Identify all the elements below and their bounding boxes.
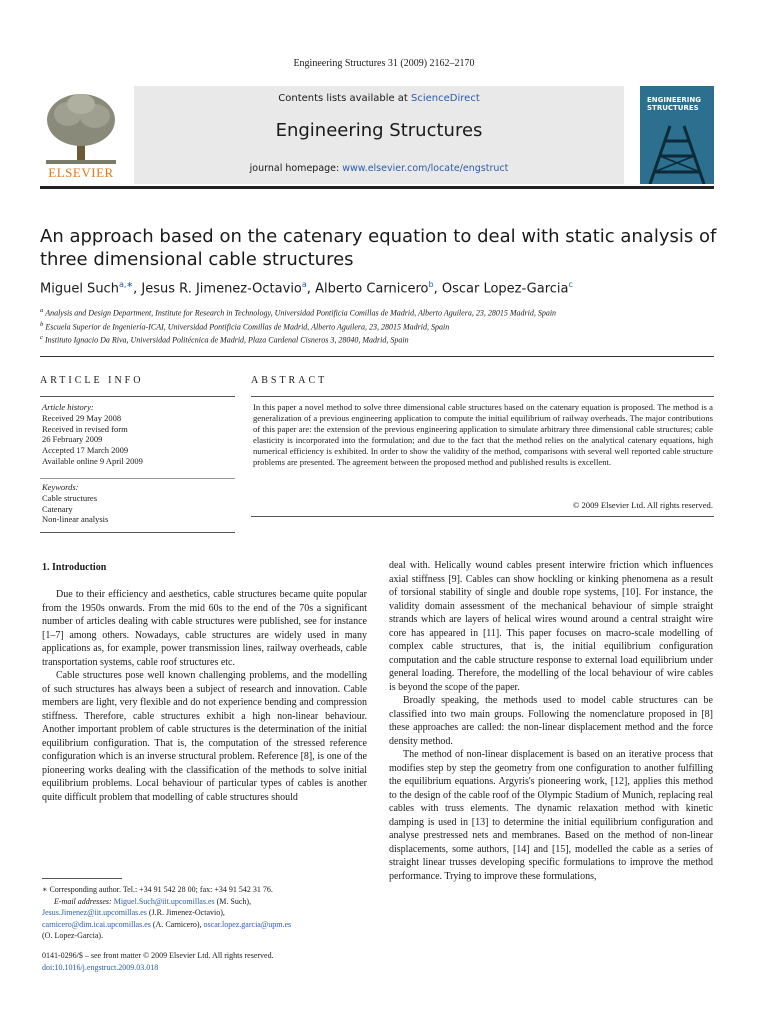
email-link[interactable]: carnicero@dim.icai.upcomillas.es [42, 919, 151, 929]
journal-citation: Engineering Structures 31 (2009) 2162–2170 [293, 58, 475, 69]
paper-title: An approach based on the catenary equation to deal with static analysis of three dimensional cable structures [40, 226, 717, 270]
abstract-bottom-rule [251, 516, 714, 517]
keyword: Non-linear analysis [42, 514, 109, 525]
article-info-rule [40, 396, 235, 397]
footnote-rule [42, 878, 122, 879]
homepage-line [134, 163, 624, 174]
author-affiliation-mark[interactable]: a,∗ [118, 280, 134, 289]
cover-title-line-1: ENGINEERING [647, 96, 702, 104]
author-name: Jesus R. Jimenez-Octavio [141, 281, 302, 297]
publisher-wordmark: ELSEVIER [48, 165, 114, 180]
body-column-right [389, 559, 713, 883]
keyword: Catenary [42, 503, 73, 514]
history-line: Accepted 17 March 2009 [42, 445, 129, 456]
email-note: (A. Carnicero), [150, 919, 204, 929]
footnote-contact: ∗ Corresponding author. Tel.: +34 91 542 28 00; fax: +34 91 542 31 76. [42, 885, 273, 894]
journal-cover-image [640, 86, 714, 184]
body-paragraph: Broadly speaking, the methods used to model cable structures can be classified into two main groups. Following the nomenclature proposed in [8] these approaches are called: the non-linear displacement method and the force density method. [389, 695, 713, 747]
author-list: Miguel Such$^{a,∗}$, Jesus R. Jimenez-Octavio$^a$, Alberto Carnicero$^b$, Oscar Lopez-Garcia$^c$ [40, 280, 573, 297]
keyword: Cable structures [42, 492, 97, 503]
author-name: Oscar Lopez-Garcia [441, 281, 569, 297]
affiliation-text: Escuela Superior de Ingeniería-ICAI, Universidad Pontificia Comillas de Madrid, Alberto Aguilera, 23, 28015 Madrid, Spain [45, 322, 450, 332]
author-name: Miguel Such [40, 281, 119, 297]
abstract-copyright: © 2009 Elsevier Ltd. All rights reserved. [572, 500, 713, 510]
keywords-label: Keywords: [42, 482, 79, 492]
header-rule [40, 186, 714, 189]
affiliation-mark: a [40, 307, 44, 314]
cover-title-line-2: STRUCTURES [647, 104, 699, 112]
email-note: (O. Lopez-Garcia). [42, 931, 104, 940]
section-heading-introduction: 1. Introduction [42, 562, 107, 573]
sciencedirect-link[interactable]: ScienceDirect [411, 93, 480, 104]
email-note: (M. Such), [214, 896, 252, 906]
email-label: E-mail addresses: [54, 896, 114, 906]
body-column-left [42, 588, 367, 804]
title-rule [40, 356, 714, 357]
affiliation [40, 307, 556, 318]
affiliation [40, 334, 409, 345]
affiliation-text: Instituto Ignacio Da Riva, Universidad Politécnica de Madrid, Plaza Cardenal Cisneros 3, 28040, Madrid, Spain [44, 335, 409, 345]
cover-structure-icon [640, 86, 714, 184]
article-info-heading: ARTICLE INFO [40, 375, 144, 386]
keywords [42, 482, 108, 525]
contents-line [134, 93, 624, 104]
email-link[interactable]: Miguel.Such@iit.upcomillas.es [113, 896, 215, 906]
contents-prefix: Contents lists available at [278, 93, 412, 104]
affiliation [40, 321, 449, 332]
article-history [42, 402, 143, 467]
abstract-text: In this paper a novel method to solve three dimensional cable structures based on the catenary equation is proposed. The method is a generalization of a previous engineering application to compute the initial equilibrium of railway overheads. The major contributions of this paper are: the extension of the previous engineering application to simulate arbitrary three dimensional cable structures; cable elasticity is incorporated into the formulation; and due to the fact that the method relies on the analytical catenary equations, high numerical efficiency is exhibited. In order to show the validity of the method, comparisons with several well reported cable structure problems are presented. The agreement between the proposed method and published results is excellent. [253, 402, 713, 467]
elsevier-logo [40, 90, 122, 182]
footnote-emails [42, 896, 367, 942]
email-note: (J.R. Jimenez-Octavio), [146, 908, 225, 917]
affiliation-text: Analysis and Design Department, Institute for Research in Technology, Universidad Pontificia Comillas de Madrid, Alberto Aguilera, 23, 28015 Madrid, Spain [45, 308, 557, 318]
abstract-heading: ABSTRACT [251, 375, 328, 386]
footer-meta [42, 950, 274, 974]
history-label: Article history: [42, 402, 94, 412]
history-line: Received in revised form [42, 423, 128, 434]
email-link[interactable]: Jesus.Jimenez@iit.upcomillas.es [42, 908, 147, 917]
author-affiliation-mark[interactable]: a [301, 280, 307, 289]
body-paragraph: The method of non-linear displacement is based on an iterative process that modifies step by step the geometry from one configuration to another fulfilling the equilibrium equations. Argyris's pioneering work, [12], applies this method to the design of the cable roof of the Olympic Stadium of Munich, replacing real cables with truss elements. The dynamic relaxation method with kinetic damping is used in [13] to determine the initial equilibrium configuration and analyse prestressed nets and membranes. Based on the method of non-linear displacements, some authors, [14] and [15], modelled the cable as a series of straight linear trusses developing specific formulations to improve the method performance. Trying to improve these formulations, [389, 749, 713, 882]
body-paragraph: deal with. Helically wound cables present interwire friction which influences axial stiffness [9]. Cables can show hockling or kinking phenomena as a result of torsional stability of single and double rope systems, [10]. For instance, the validity domain assessment of the mechanical behaviour of simple straight strands which are layers of helical wires wound around a central straight wire core has appeared in [11]. This paper focuses on macro-scale modelling of complex cable structures, that is, the initial equilibrium configuration computation and the cable structure response to external load equilibrium under general loading. Therefore, the modelling of the local behaviour of wire cables is beyond the scope of the paper. [389, 560, 713, 693]
author-name: Alberto Carnicero [315, 281, 429, 297]
journal-homepage-link[interactable]: www.elsevier.com/locate/engstruct [342, 163, 509, 174]
body-paragraph: Due to their efficiency and aesthetics, cable structures became quite popular from the 1950s onwards. From the mid 60s to the end of the 70s a significant number of articles dealing with cable structures were published, see for instance [1–7] among others. Nowadays, cable structures are widely used in many applications as, for example, power transmission lines, railway overheads, cable transportation systems, cable roof structures etc. [42, 589, 367, 668]
keywords-rule [40, 478, 235, 479]
corresponding-author-footnote [42, 884, 367, 942]
author-affiliation-mark[interactable]: b [428, 280, 434, 289]
history-line: Available online 9 April 2009 [42, 455, 143, 466]
author-affiliation-mark[interactable]: c [568, 280, 573, 289]
affiliation-mark: c [40, 334, 43, 341]
body-paragraph: Cable structures pose well known challenging problems, and the modelling of such structures has always been a subject of research and innovation. Cable members are light, very flexible and do not experience bending and compression stiffness. Therefore, cable structures exhibit a high non-linear behaviour. Another important problem of cable structures is the determination of the initial equilibrium configuration. That is, the computation of the stressed reference configuration which is an inverse structural problem. Reference [8], is one of the pioneering works dealing with the classification of the methods to solve initial equilibrium problems. Local behaviour of particular types of cables is another quite difficult problem that modelling of cable structures should [42, 670, 367, 803]
issn-line: 0141-0296/$ – see front matter © 2009 Elsevier Ltd. All rights reserved. [42, 951, 274, 960]
journal-name: Engineering Structures [275, 120, 483, 141]
abstract-rule [251, 396, 714, 397]
email-link[interactable]: oscar.lopez.garcia@upm.es [203, 919, 292, 929]
doi-link[interactable]: doi:10.1016/j.engstruct.2009.03.018 [42, 963, 159, 972]
history-line: 26 February 2009 [42, 434, 103, 445]
homepage-prefix: journal homepage: [249, 163, 343, 174]
article-info-bottom-rule [40, 532, 235, 533]
affiliation-mark: b [40, 321, 44, 328]
history-line: Received 29 May 2008 [42, 412, 122, 423]
